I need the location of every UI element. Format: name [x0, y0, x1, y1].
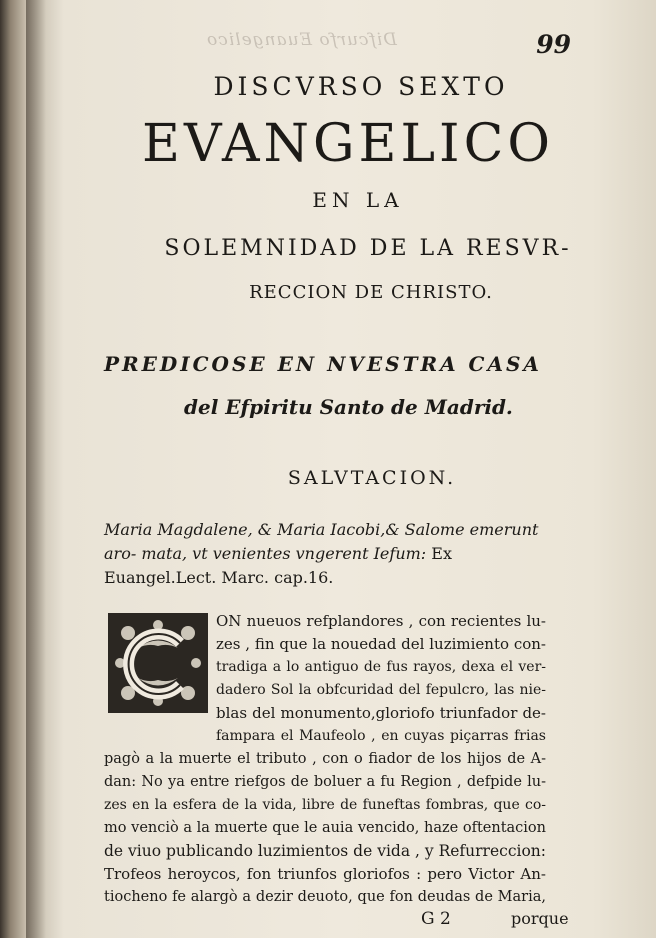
initial-letter-text: [108, 613, 109, 614]
body-line: dadero Sol la obfcuridad del fepulcro, las nie-: [216, 682, 546, 698]
page-number: 99: [536, 30, 571, 59]
heading-solemnidad: SOLEMNIDAD DE LA RESVR-: [164, 236, 572, 261]
quote-citation: Ex Euangel.Lect. Marc. cap.16.: [104, 544, 452, 587]
heading-salutacion: SALVTACION.: [287, 467, 457, 489]
body-line: de viuo publicando luzimientos de vida , y Refurreccion:: [104, 842, 546, 860]
body-line: tradiga a lo antiguo de fus rayos, dexa el ver-: [216, 659, 546, 675]
heading-reccion: RECCION DE CHRISTO.: [249, 282, 493, 303]
quote-latin: Maria Magdalene, & Maria Iacobi,& Salome emerunt aro- mata, vt venientes vngerent Iefum:: [104, 520, 539, 563]
body-line: zes en la esfera de la vida, libre de funeftas fombras, que co-: [104, 797, 546, 813]
signature-mark: G 2: [421, 909, 451, 929]
floral-initial-icon: [108, 613, 208, 713]
body-line: dan: No ya entre riefgos de boluer a fu Region , defpide lu-: [104, 774, 546, 790]
heading-discurso-sexto: DISCVRSO SEXTO: [213, 72, 509, 101]
body-line: tiocheno fe alargò a dezir deuoto, que fon deudas de Maria,: [104, 889, 546, 905]
heading-espiritu-santo: del Efpiritu Santo de Madrid.: [184, 395, 513, 419]
body-line: zes , fin que la nouedad del luzimiento con-: [216, 635, 546, 653]
body-line: Trofeos heroycos, fon triunfos gloriofos : pero Victor An-: [104, 865, 546, 883]
body-line: fampara el Maufeolo , en cuyas piçarras frias: [216, 728, 546, 744]
catchword: porque: [511, 909, 569, 928]
body-line: pagò a la muerte el tributo , con o fiador de los hijos de A-: [104, 751, 546, 767]
heading-evangelico: EVANGELICO: [141, 114, 555, 174]
decorated-initial: [108, 613, 208, 713]
left-page-edge: [0, 0, 26, 938]
ghost-running-head: Difcurfo Euangelico: [206, 30, 397, 50]
scripture-quote: [104, 518, 554, 590]
body-line: blas del monumento,gloriofo triunfador de-: [216, 704, 546, 722]
heading-en-la: EN LA: [312, 188, 404, 212]
heading-predicose: PREDICOSE EN NVESTRA CASA: [104, 352, 542, 376]
body-line: ON nueuos refplandores , con recientes lu-: [216, 612, 546, 630]
book-page: [26, 0, 656, 938]
body-line: mo venciò a la muerte que le auia vencido, haze oftentacion: [104, 820, 546, 836]
